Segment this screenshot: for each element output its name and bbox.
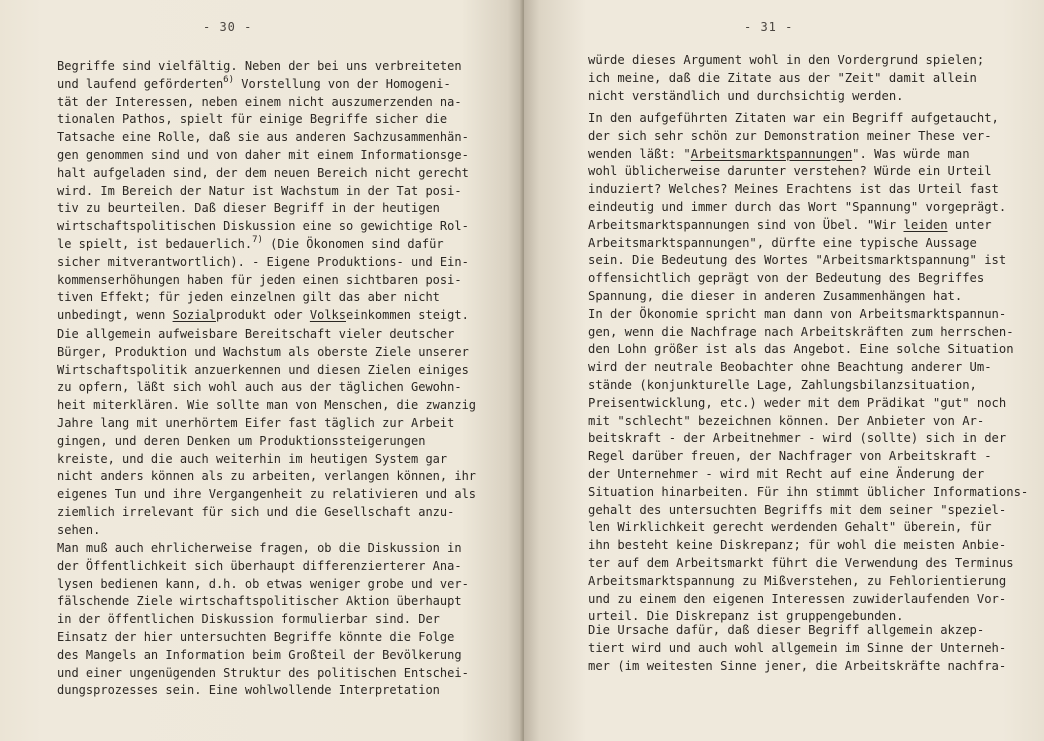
text-line <box>57 289 467 307</box>
text-segment: und zu einem den eigenen Interessen zuwiderlaufenden Vor- <box>588 591 1007 606</box>
text-line <box>588 658 1028 676</box>
text-segment: halt aufgeladen sind, der dem neuen Bereich nicht gerecht <box>57 165 469 180</box>
page-number: - 30 - <box>203 20 253 34</box>
text-segment: beitskraft - der Arbeitnehmer - wird (sollte) sich in der <box>588 431 1007 446</box>
text-line <box>588 555 1028 573</box>
text-segment: würde dieses Argument wohl in den Vordergrund spielen; <box>588 53 985 67</box>
text-line <box>57 111 467 129</box>
text-line <box>57 433 467 451</box>
text-line <box>57 647 467 665</box>
text-segment: den Lohn größer ist als das Angebot. Eine solche Situation <box>588 342 1014 357</box>
text-segment: eindeutig und immer durch das Wort "Spannung" vorgeprägt. <box>588 199 1007 214</box>
text-line <box>57 200 467 218</box>
text-segment: ich meine, daß die Zitate aus der "Zeit" damit allein <box>588 70 977 85</box>
text-segment: Spannung, die dieser in anderen Zusammenhängen hat. <box>588 288 963 303</box>
text-segment: Tatsache eine Rolle, daß sie aus anderen Sachzusammenhän- <box>57 130 469 145</box>
text-segment: kommenserhöhungen haben für jeden einen sichtbaren posi- <box>57 272 462 287</box>
text-segment: Man muß auch ehrlicherweise fragen, ob die Diskussion in <box>57 541 462 555</box>
text-line <box>57 129 467 147</box>
text-line <box>57 307 467 325</box>
text-segment: fälschende Ziele wirtschaftspolitischer Aktion überhaupt <box>57 594 462 609</box>
text-segment: nicht anders können als zu arbeiten, verlangen können, ihr <box>57 469 477 484</box>
text-segment: urteil. Die Diskrepanz ist gruppengebunden. <box>588 609 904 624</box>
text-line <box>588 573 1028 591</box>
text-line <box>588 324 1028 342</box>
text-line <box>588 128 1028 146</box>
text-segment: tiv zu beurteilen. Daß dieser Begriff in der heutigen <box>57 201 440 216</box>
underlined-term: Volks <box>309 308 346 323</box>
footnote-marker: 6) <box>223 74 235 85</box>
text-segment: Wirtschaftspolitik anzuerkennen und diesen Zielen einiges <box>57 362 469 377</box>
text-segment: ihn besteht keine Diskrepanz; für wohl die meisten Anbie- <box>588 538 1007 553</box>
text-line <box>57 522 467 540</box>
text-segment: (Die Ökonomen sind dafür <box>262 236 444 251</box>
text-line <box>588 70 1028 88</box>
text-line <box>588 537 1028 555</box>
text-segment: Vorstellung von der Homogeni- <box>234 76 451 91</box>
text-line <box>57 451 467 469</box>
text-segment: und laufend geförderten <box>57 76 224 91</box>
text-line <box>588 502 1028 520</box>
text-line <box>57 504 467 522</box>
text-line <box>57 558 467 576</box>
text-line <box>588 110 1028 128</box>
text-segment: zu opfern, läßt sich wohl auch aus der täglichen Gewohn- <box>57 380 462 395</box>
text-segment: In den aufgeführten Zitaten war ein Begriff aufgetaucht, <box>588 111 999 125</box>
text-segment: In der Ökonomie spricht man dann von Arbeitsmarktspannun- <box>588 306 1007 321</box>
text-line <box>588 448 1028 466</box>
underlined-term: Sozial <box>172 308 216 323</box>
text-segment: mer (im weitesten Sinne jener, die Arbeitskräfte nachfra- <box>588 658 1007 673</box>
text-segment: wohl üblicherweise darunter verstehen? Würde ein Urteil <box>588 164 992 179</box>
text-line <box>57 272 467 290</box>
text-segment: der Unternehmer - wird mit Recht auf eine Änderung der <box>588 466 985 481</box>
text-segment: unter <box>947 217 992 232</box>
text-line <box>588 252 1028 270</box>
text-line <box>588 181 1028 199</box>
text-line <box>57 379 467 397</box>
text-line <box>588 146 1028 164</box>
text-line <box>57 486 477 504</box>
text-segment: Bürger, Produktion und Wachstum als oberste Ziele unserer <box>57 344 469 359</box>
text-segment: einkommen steigt. <box>346 308 469 323</box>
text-segment: wird der neutrale Beobachter ohne Beachtung anderer Um- <box>588 360 992 375</box>
text-line <box>588 217 1028 235</box>
paragraph <box>57 540 467 700</box>
text-line <box>57 362 467 380</box>
text-segment: Die Ursache dafür, daß dieser Begriff allgemein akzep- <box>588 623 985 637</box>
text-line <box>57 415 467 433</box>
text-segment: des Mangels an Information beim Großteil der Bevölkerung <box>57 647 462 662</box>
text-segment: wenden läßt: " <box>588 146 691 161</box>
text-segment: le spielt, ist bedauerlich. <box>57 236 253 251</box>
paragraph <box>588 622 1028 675</box>
page-number: - 31 - <box>744 20 794 34</box>
text-segment: produkt oder <box>215 308 310 323</box>
text-segment: in der öffentlichen Diskussion formulierbar sind. Der <box>57 612 440 627</box>
text-segment: tiert wird und auch wohl allgemein im Sinne der Unterneh- <box>588 640 1007 655</box>
text-segment: tiven Effekt; für jeden einzelnen gilt das aber nicht <box>57 290 440 305</box>
text-segment: Arbeitsmarktspannung zu Mißverstehen, zu Fehlorientierung <box>588 573 1007 588</box>
text-segment: Einsatz der hier untersuchten Begriffe könnte die Folge <box>57 629 455 644</box>
text-segment: nicht verständlich und durchsichtig werden. <box>588 88 904 103</box>
paragraph <box>57 58 467 325</box>
text-segment: Arbeitsmarktspannungen sind von Übel. "Wir <box>588 217 904 232</box>
text-segment: wirtschaftspolitischen Diskussion eine so gewichtige Rol- <box>57 219 469 234</box>
text-segment: Situation hinarbeiten. Für ihn stimmt üblicher Informations- <box>588 484 1029 499</box>
text-line <box>57 344 467 362</box>
text-line <box>57 58 467 76</box>
paragraph <box>57 326 477 540</box>
text-segment: sicher mitverantwortlich). - Eigene Produktions- und Ein- <box>57 254 469 269</box>
text-segment: gingen, und deren Denken um Produktionssteigerungen <box>57 433 426 448</box>
text-line <box>57 468 477 486</box>
text-segment: Arbeitsmarktspannungen", dürfte eine typische Aussage <box>588 235 977 250</box>
text-segment: eigenes Tun und ihre Vergangenheit zu relativieren und als <box>57 487 477 502</box>
text-line <box>588 359 1028 377</box>
text-line <box>57 165 467 183</box>
text-line <box>57 682 467 700</box>
text-line <box>588 484 1028 502</box>
text-line <box>57 397 477 415</box>
text-segment: Jahre lang mit unerhörtem Eifer fast täglich zur Arbeit <box>57 415 455 430</box>
underlined-term: leiden <box>903 217 948 232</box>
text-segment: offensichtlich geprägt von der Bedeutung des Begriffes <box>588 271 985 286</box>
text-segment: gehalt des untersuchten Begriffs mit dem seiner "speziel- <box>588 502 1007 517</box>
paragraph <box>588 110 1028 626</box>
text-segment: stände (konjunkturelle Lage, Zahlungsbilanzsituation, <box>588 377 977 392</box>
text-line <box>588 430 1028 448</box>
text-line <box>588 306 1028 324</box>
text-line <box>57 593 467 611</box>
text-line <box>57 218 467 236</box>
text-line <box>57 629 467 647</box>
footnote-marker: 7) <box>252 234 263 245</box>
text-segment: lysen bedienen kann, d.h. ob etwas weniger grobe und ver- <box>57 576 469 591</box>
text-segment: wird. Im Bereich der Natur ist Wachstum in der Tat posi- <box>57 183 462 198</box>
text-line <box>588 395 1028 413</box>
text-line <box>57 236 467 254</box>
text-segment: sehen. <box>57 522 101 537</box>
text-segment: ter auf dem Arbeitsmarkt führt die Verwendung des Terminus <box>588 555 1014 570</box>
text-segment: der sich sehr schön zur Demonstration meiner These ver- <box>588 128 992 143</box>
text-segment: unbedingt, wenn <box>57 308 173 323</box>
text-line <box>588 88 1028 106</box>
text-line <box>588 622 1028 640</box>
text-segment: ziemlich irrelevant für sich und die Gesellschaft anzu- <box>57 504 455 519</box>
text-line <box>588 163 1028 181</box>
text-segment: kreiste, und die auch weiterhin im heutigen System gar <box>57 451 448 466</box>
text-line <box>57 183 467 201</box>
text-line <box>57 94 467 112</box>
text-segment: Preisentwicklung, etc.) weder mit dem Prädikat "gut" noch <box>588 395 1007 410</box>
text-segment: gen genommen sind und von daher mit einem Informationsge- <box>57 147 469 162</box>
right-page <box>524 0 1044 741</box>
text-segment: induziert? Welches? Meines Erachtens ist das Urteil fast <box>588 182 999 197</box>
text-segment: Regel darüber freuen, der Nachfrager von Arbeitskraft - <box>588 449 992 464</box>
text-line <box>588 52 1028 70</box>
text-line <box>57 326 467 344</box>
text-line <box>588 377 1028 395</box>
text-line <box>588 413 1028 431</box>
text-line <box>588 341 1028 359</box>
text-line <box>57 540 467 558</box>
text-line <box>588 466 1028 484</box>
text-segment: tät der Interessen, neben einem nicht auszumerzenden na- <box>57 94 462 109</box>
text-line <box>588 640 1028 658</box>
text-segment: dungsprozesses sein. Eine wohlwollende Interpretation <box>57 683 440 698</box>
text-line <box>588 270 1028 288</box>
text-segment: ". Was würde man <box>852 146 970 161</box>
text-line <box>57 576 467 594</box>
text-segment: Die allgemein aufweisbare Bereitschaft vieler deutscher <box>57 327 455 341</box>
text-line <box>57 665 467 683</box>
text-segment: tionalen Pathos, spielt für einige Begriffe sicher die <box>57 112 448 127</box>
text-segment: und einer ungenügenden Struktur des politischen Entschei- <box>57 665 469 680</box>
text-segment: len Wirklichkeit gerecht werdenden Gehalt" überein, für <box>588 520 992 535</box>
text-line <box>588 519 1028 537</box>
text-line <box>57 147 467 165</box>
text-line <box>57 611 467 629</box>
text-segment: sein. Die Bedeutung des Wortes "Arbeitsmarktspannung" ist <box>588 253 1007 268</box>
text-segment: mit "schlecht" bezeichnen können. Der Anbieter von Ar- <box>588 413 985 428</box>
underlined-term: Arbeitsmarktspannungen <box>690 146 853 161</box>
text-line <box>57 254 467 272</box>
text-line <box>57 76 467 94</box>
paragraph <box>588 52 1028 105</box>
text-line <box>588 591 1028 609</box>
text-segment: heit miterklären. Wie sollte man von Menschen, die zwanzig <box>57 398 477 413</box>
text-segment: Begriffe sind vielfältig. Neben der bei uns verbreiteten <box>57 59 462 73</box>
text-segment: gen, wenn die Nachfrage nach Arbeitskräften zum herrschen- <box>588 324 1014 339</box>
text-line <box>588 235 1028 253</box>
text-line <box>588 288 1028 306</box>
text-line <box>588 199 1028 217</box>
text-segment: der Öffentlichkeit sich überhaupt differenzierterer Ana- <box>57 558 462 573</box>
